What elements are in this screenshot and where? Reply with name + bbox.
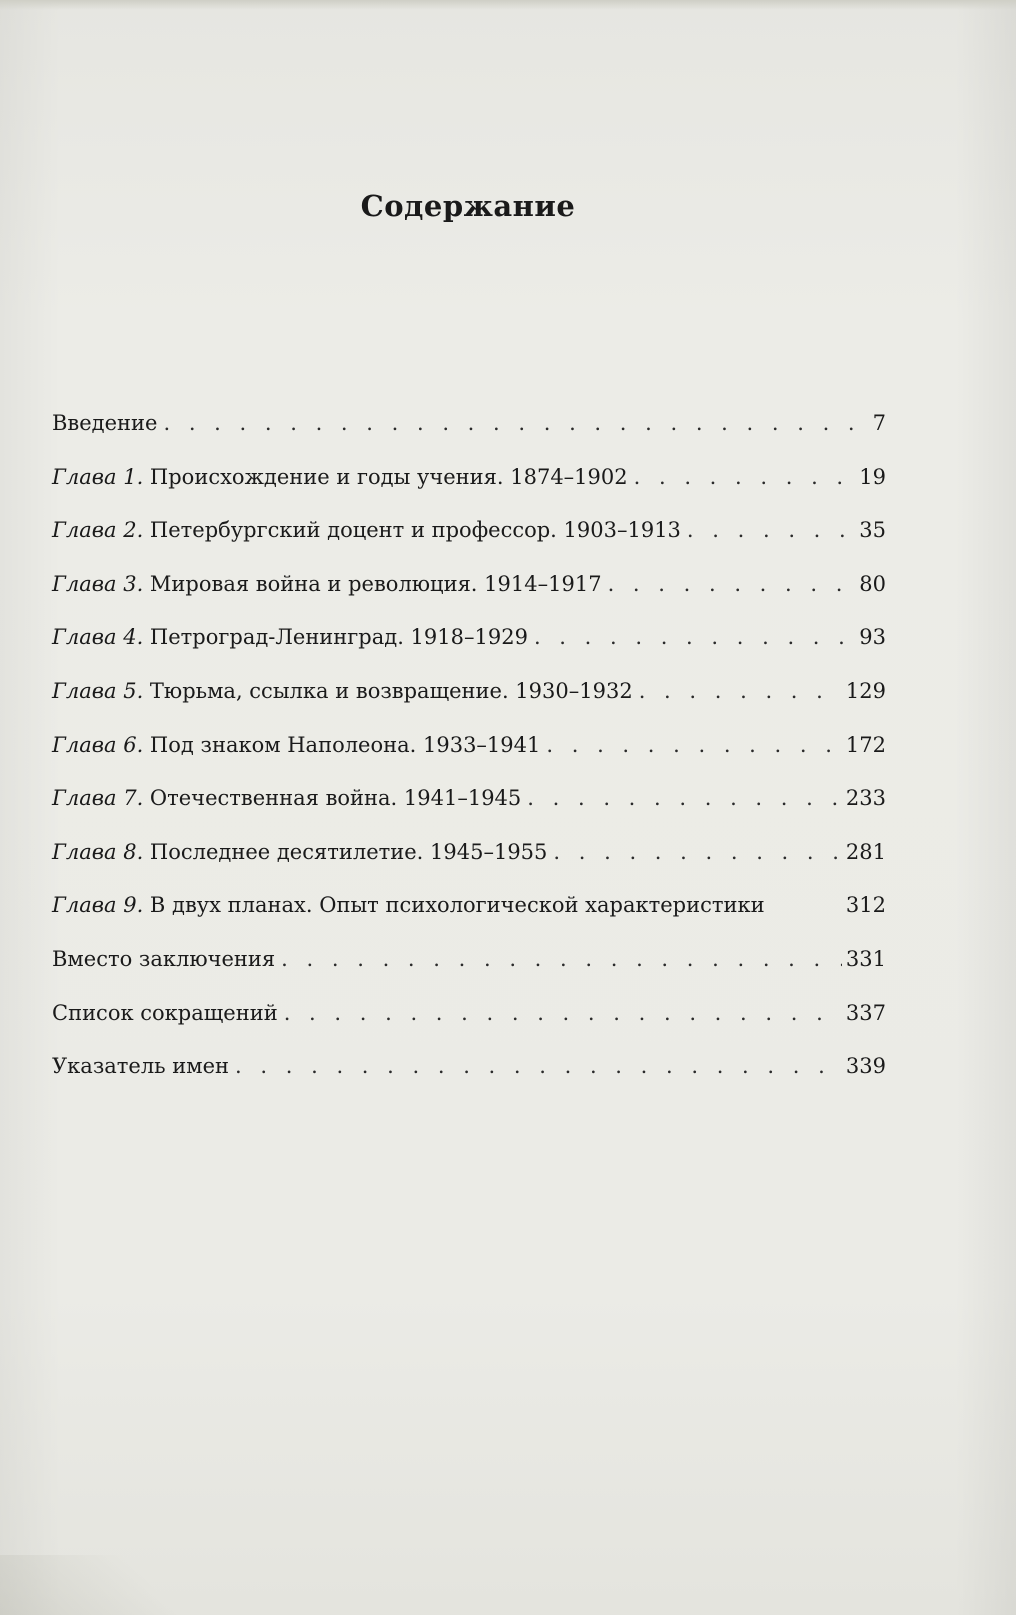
toc-entry-chapter-6 — [52, 732, 886, 786]
toc-entry-label — [52, 732, 540, 758]
toc-page-number: 172 — [845, 732, 886, 757]
toc-entry-chapter-3 — [52, 571, 886, 625]
toc-entry-chapter-5 — [52, 678, 886, 732]
toc-entry-prefix: Глава 1. — [52, 464, 144, 489]
toc-entry-conclusion — [52, 946, 886, 1000]
page-corner-shadow — [0, 1555, 200, 1615]
toc-entry-prefix: Глава 4. — [52, 625, 144, 650]
toc-dot-leader — [534, 624, 855, 650]
toc-dot-leader — [281, 946, 842, 972]
toc-entry-title: Введение — [52, 411, 158, 435]
toc-entry-introduction — [52, 410, 886, 464]
toc-entry-label — [52, 839, 547, 865]
toc-page-number: 19 — [859, 464, 886, 489]
toc-entry-label — [52, 571, 602, 597]
toc-page-number: 281 — [845, 839, 886, 864]
toc-entry-prefix: Глава 6. — [52, 732, 144, 757]
toc-page-number: 331 — [845, 946, 886, 971]
toc-dot-leader — [553, 839, 842, 865]
toc-entry-prefix: Глава 7. — [52, 786, 144, 811]
toc-entry-title: Петербургский доцент и профессор. 1903–1913 — [143, 518, 681, 543]
toc-entry-chapter-4 — [52, 624, 886, 678]
toc-entry-label — [52, 678, 633, 704]
toc-entry-title: Указатель имен — [52, 1054, 230, 1079]
toc-page-number: 337 — [845, 1000, 886, 1025]
toc-entry-label — [52, 624, 528, 650]
page-top-edge — [0, 0, 1016, 10]
toc-entry-label — [52, 517, 681, 543]
toc-entry-title: Тюрьма, ссылка и возвращение. 1930–1932 — [143, 678, 633, 703]
toc-entry-label — [52, 410, 157, 436]
toc-entry-label — [52, 1053, 229, 1079]
toc-page-number: 129 — [845, 678, 886, 703]
toc-dot-leader — [546, 732, 842, 758]
toc-entry-chapter-8 — [52, 839, 886, 893]
toc-dot-leader — [284, 1000, 842, 1026]
toc-entry-name-index — [52, 1053, 886, 1107]
toc-entry-chapter-7 — [52, 785, 886, 839]
toc-entry-title: Под знаком Наполеона. 1933–1941 — [143, 732, 541, 757]
table-of-contents — [52, 410, 886, 1107]
toc-entry-title: В двух планах. Опыт психологической характеристики — [143, 893, 765, 918]
toc-page-number: 339 — [845, 1054, 886, 1079]
toc-page-number: 312 — [845, 893, 886, 918]
toc-dot-leader — [163, 410, 868, 436]
toc-entry-prefix: Глава 3. — [52, 571, 144, 596]
toc-entry-title: Вместо заключения — [52, 946, 276, 971]
toc-entry-title: Происхождение и годы учения. 1874–1902 — [143, 464, 628, 489]
toc-entry-title: Список сокращений — [52, 1000, 278, 1025]
toc-entry-label — [52, 892, 765, 918]
toc-entry-chapter-9 — [52, 892, 886, 946]
toc-entry-title: Последнее десятилетие. 1945–1955 — [143, 839, 548, 864]
toc-entry-label — [52, 785, 521, 811]
toc-dot-leader — [639, 678, 842, 704]
toc-dot-leader — [687, 517, 855, 543]
toc-entry-label — [52, 1000, 278, 1026]
toc-dot-leader — [634, 464, 856, 490]
toc-dot-leader — [527, 785, 842, 811]
toc-entry-abbreviations — [52, 1000, 886, 1054]
toc-entry-prefix: Глава 9. — [52, 893, 144, 918]
toc-page-number: 7 — [872, 411, 886, 435]
toc-entry-label — [52, 464, 628, 490]
toc-dot-leader — [235, 1053, 842, 1079]
toc-page-number: 35 — [859, 518, 886, 543]
toc-page-number: 233 — [845, 786, 886, 811]
toc-page-number: 93 — [859, 625, 886, 650]
toc-entry-chapter-2 — [52, 517, 886, 571]
toc-page-number: 80 — [859, 571, 886, 596]
toc-entry-prefix: Глава 8. — [52, 839, 144, 864]
toc-entry-label — [52, 946, 275, 972]
toc-dot-leader — [608, 571, 856, 597]
toc-entry-prefix: Глава 5. — [52, 678, 144, 703]
toc-entry-title: Мировая война и революция. 1914–1917 — [143, 571, 602, 596]
page-title: Содержание — [360, 189, 576, 224]
toc-entry-chapter-1 — [52, 464, 886, 518]
toc-entry-title: Петроград-Ленинград. 1918–1929 — [143, 625, 528, 650]
toc-entry-prefix: Глава 2. — [52, 518, 144, 543]
toc-entry-title: Отечественная война. 1941–1945 — [143, 786, 522, 811]
